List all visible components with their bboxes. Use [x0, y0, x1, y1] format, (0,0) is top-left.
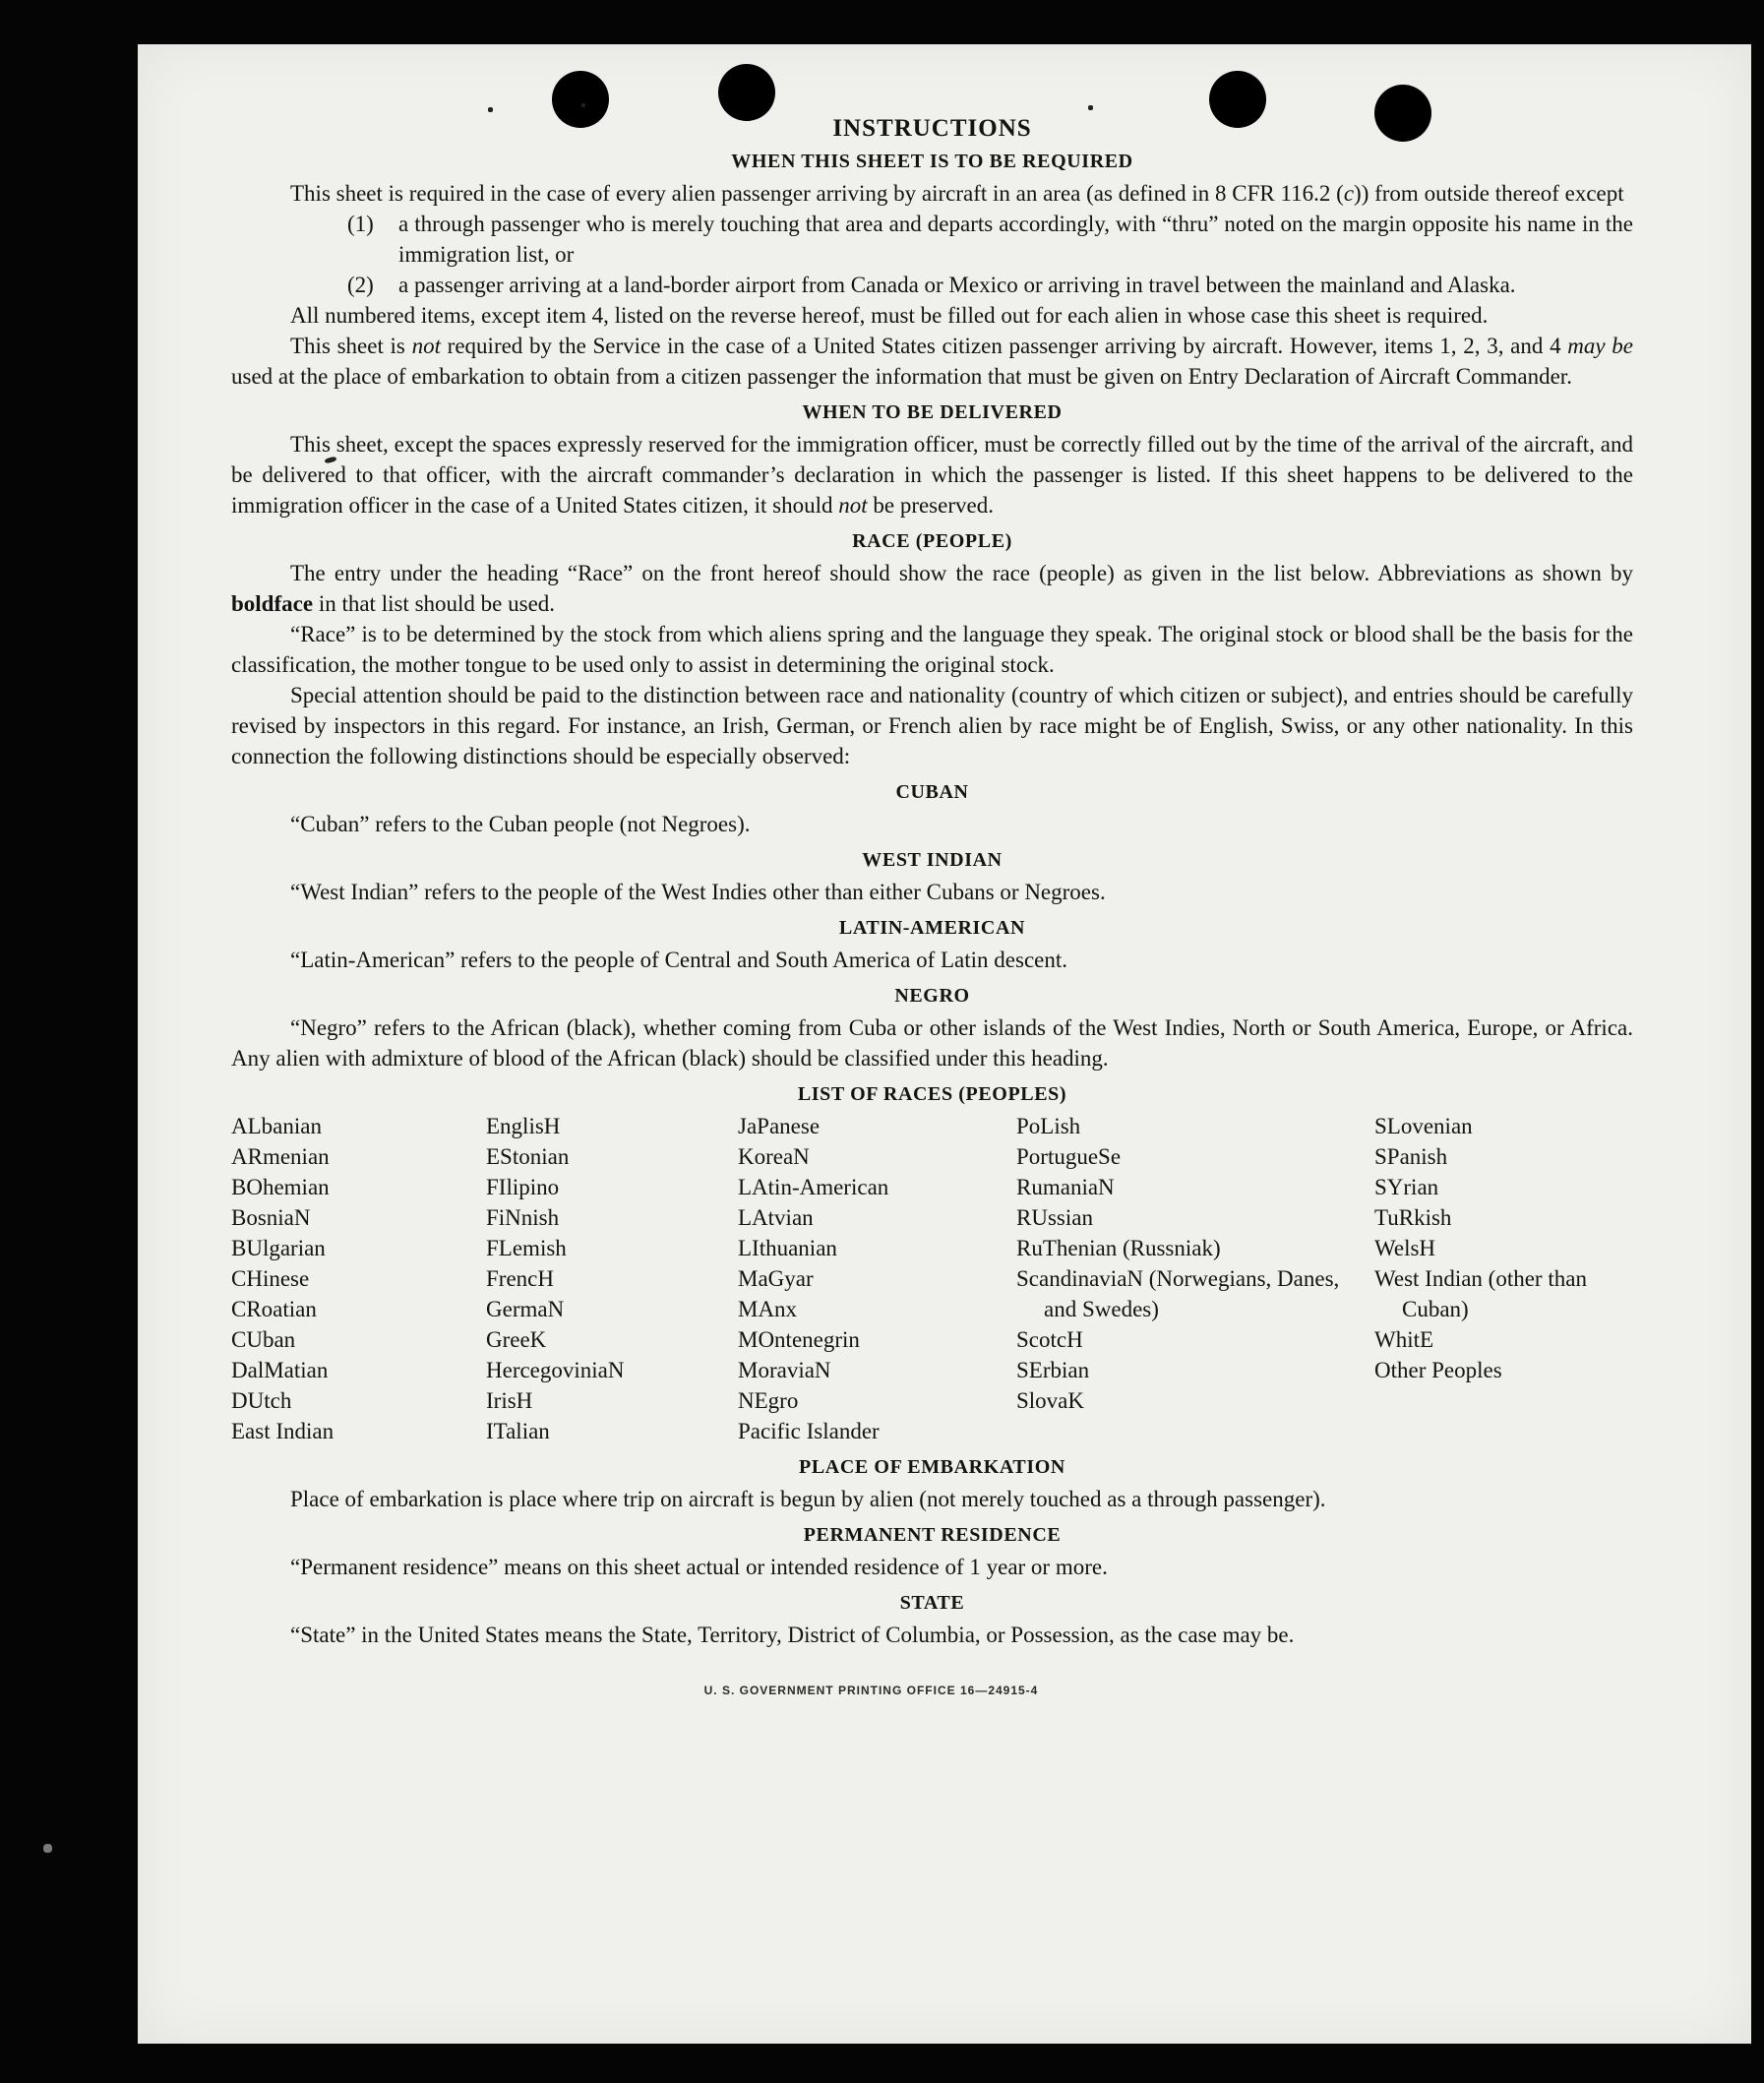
race-list-item: PoLish	[1016, 1114, 1081, 1138]
punch-hole	[718, 64, 775, 121]
race-list-item: GreeK	[486, 1327, 547, 1352]
race-list-item: LIthuanian	[738, 1236, 837, 1260]
race-list-item: CUban	[231, 1327, 296, 1352]
scan-speck	[581, 103, 585, 107]
race-column-3	[738, 1111, 1016, 1446]
race-list-item: SPanish	[1374, 1144, 1448, 1169]
paragraph-not-required: This sheet is not required by the Service in the case of a United States citizen passenger arriving by aircraft. However, items 1, 2, 3, and 4 may be used at the place of embarkation to obtain from a citizen passenger the information that must be given on Entry Declaration of Aircraft Commander.	[231, 334, 1633, 389]
race-column-5	[1374, 1111, 1633, 1446]
race-list-item: TuRkish	[1374, 1205, 1452, 1230]
punch-hole	[1374, 85, 1431, 142]
paragraph-race-2: “Race” is to be determined by the stock from which aliens spring and the language they speak. The original stock or blood shall be the basis for the classification, the mother tongue to be used only to assist in determining the original stock.	[231, 622, 1633, 677]
race-list-item: JaPanese	[738, 1114, 821, 1138]
race-list-item: ScotcH	[1016, 1327, 1083, 1352]
item-number: (2)	[347, 273, 374, 297]
race-list-item: BOhemian	[231, 1175, 330, 1199]
race-list-item: LAtin-American	[738, 1175, 889, 1199]
heading-list-of-races: LIST OF RACES (PEOPLES)	[797, 1083, 1067, 1105]
scan-speck	[488, 107, 493, 112]
heading-when-required: WHEN THIS SHEET IS TO BE REQUIRED	[731, 151, 1133, 172]
heading-west-indian: WEST INDIAN	[862, 849, 1003, 871]
race-list-item: West Indian (other than Cuban)	[1374, 1266, 1587, 1321]
race-list-item: ALbanian	[231, 1114, 322, 1138]
heading-cuban: CUBAN	[895, 781, 969, 803]
instruction-item-1	[347, 209, 1633, 270]
scan-speck	[1088, 105, 1093, 110]
paragraph-cuban: “Cuban” refers to the Cuban people (not Negroes).	[290, 812, 751, 836]
race-list-item: CRoatian	[231, 1297, 317, 1321]
race-list-item: East Indian	[231, 1419, 335, 1443]
race-column-1	[231, 1111, 486, 1446]
race-list-item: IrisH	[486, 1388, 533, 1413]
page-title: INSTRUCTIONS	[832, 115, 1032, 142]
race-list-item: EnglisH	[486, 1114, 561, 1138]
race-column-2	[486, 1111, 738, 1446]
race-list-item: Other Peoples	[1374, 1358, 1502, 1382]
race-list-item: MAnx	[738, 1297, 798, 1321]
race-list-item: KoreaN	[738, 1144, 810, 1169]
race-list-item: SlovaK	[1016, 1388, 1084, 1413]
race-list-item: MOntenegrin	[738, 1327, 860, 1352]
race-list-item: SErbian	[1016, 1358, 1090, 1382]
race-list-item: DUtch	[231, 1388, 292, 1413]
paragraph-state: “State” in the United States means the State, Territory, District of Columbia, or Possession, as the case may be.	[290, 1623, 1295, 1647]
heading-race: RACE (PEOPLE)	[852, 530, 1012, 552]
race-list-item: Pacific Islander	[738, 1419, 880, 1443]
paragraph-race-1: The entry under the heading “Race” on the front hereof should show the race (people) as given in the list below. Abbreviations as shown by boldface in that list should be used.	[231, 561, 1633, 616]
paragraph-residence: “Permanent residence” means on this sheet actual or intended residence of 1 year or more.	[290, 1555, 1108, 1579]
race-list-item: ARmenian	[231, 1144, 330, 1169]
race-list-item: RUssian	[1016, 1205, 1093, 1230]
item-number: (1)	[347, 212, 374, 236]
paragraph-numbered-items: All numbered items, except item 4, listed on the reverse hereof, must be filled out for each alien in whose case this sheet is required.	[290, 303, 1489, 328]
race-list-item: GermaN	[486, 1297, 565, 1321]
punch-hole	[552, 71, 609, 128]
document-content	[231, 115, 1633, 1697]
race-list-item: LAtvian	[738, 1205, 814, 1230]
punch-hole	[1209, 71, 1266, 128]
race-list-item: RumaniaN	[1016, 1175, 1115, 1199]
race-list-item: RuThenian (Russniak)	[1016, 1236, 1221, 1260]
heading-embarkation: PLACE OF EMBARKATION	[799, 1456, 1065, 1478]
instruction-item-2	[347, 270, 1633, 300]
race-list-item: ITalian	[486, 1419, 550, 1443]
heading-when-delivered: WHEN TO BE DELIVERED	[802, 401, 1063, 423]
heading-residence: PERMANENT RESIDENCE	[803, 1524, 1062, 1546]
race-list-item: BosniaN	[231, 1205, 311, 1230]
item-text: a through passenger who is merely touching that area and departs accordingly, with “thru” noted on the margin opposite his name in the immigration list, or	[398, 212, 1633, 267]
race-list-item: PortugueSe	[1016, 1144, 1122, 1169]
race-list-item: BUlgarian	[231, 1236, 326, 1260]
scan-speck	[43, 1844, 52, 1853]
paper-sheet	[138, 44, 1751, 2044]
paragraph-race-3: Special attention should be paid to the distinction between race and nationality (country of which citizen or subject), and entries should be carefully revised by inspectors in this regard. For instance, an Irish, German, or French alien by race might be of English, Swiss, or any other nationality. In this connection the following distinctions should be especially observed:	[231, 683, 1633, 768]
race-list-item: WhitE	[1374, 1327, 1434, 1352]
heading-negro: NEGRO	[894, 985, 970, 1007]
race-list-item: FrencH	[486, 1266, 554, 1291]
race-list-item: WelsH	[1374, 1236, 1436, 1260]
race-list-item: MaGyar	[738, 1266, 814, 1291]
race-column-4	[1016, 1111, 1374, 1446]
printing-office-imprint: U. S. GOVERNMENT PRINTING OFFICE 16—24915-4	[703, 1684, 1039, 1697]
paragraph-negro: “Negro” refers to the African (black), whether coming from Cuba or other islands of the West Indies, North or South America, Europe, or Africa. Any alien with admixture of blood of the African (black) should be classified under this heading.	[231, 1015, 1633, 1071]
paragraph-embarkation: Place of embarkation is place where trip on aircraft is begun by alien (not merely touched as a through passenger).	[290, 1487, 1326, 1511]
race-list-item: EStonian	[486, 1144, 570, 1169]
race-list	[231, 1111, 1633, 1446]
race-list-item: FIlipino	[486, 1175, 560, 1199]
race-list-item: FiNnish	[486, 1205, 560, 1230]
race-list-item: DalMatian	[231, 1358, 329, 1382]
race-list-item: SYrian	[1374, 1175, 1439, 1199]
paragraph-west-indian: “West Indian” refers to the people of the West Indies other than either Cubans or Negroes.	[290, 880, 1106, 904]
heading-latin-american: LATIN-AMERICAN	[838, 917, 1026, 939]
race-list-item: HercegoviniaN	[486, 1358, 625, 1382]
paragraph-required-intro: This sheet is required in the case of every alien passenger arriving by aircraft in an area (as defined in 8 CFR 116.2 (c)) from outside thereof except	[290, 181, 1624, 206]
race-list-item: NEgro	[738, 1388, 799, 1413]
heading-state: STATE	[899, 1592, 965, 1614]
race-list-item: SLovenian	[1374, 1114, 1473, 1138]
race-list-item: MoraviaN	[738, 1358, 831, 1382]
paragraph-latin-american: “Latin-American” refers to the people of Central and South America of Latin descent.	[290, 948, 1067, 972]
item-text: a passenger arriving at a land-border airport from Canada or Mexico or arriving in travel between the mainland and Alaska.	[398, 273, 1516, 297]
race-list-item: FLemish	[486, 1236, 567, 1260]
race-list-item: CHinese	[231, 1266, 310, 1291]
paragraph-delivered: This sheet, except the spaces expressly reserved for the immigration officer, must be correctly filled out by the time of the arrival of the aircraft, and be delivered to that officer, with the aircraft commander’s declaration in which the passenger is listed. If this sheet happens to be delivered to the immigration officer in the case of a United States citizen, it should not be preserved.	[231, 432, 1633, 518]
race-list-item: ScandinaviaN (Norwegians, Danes, and Swedes)	[1016, 1266, 1340, 1321]
